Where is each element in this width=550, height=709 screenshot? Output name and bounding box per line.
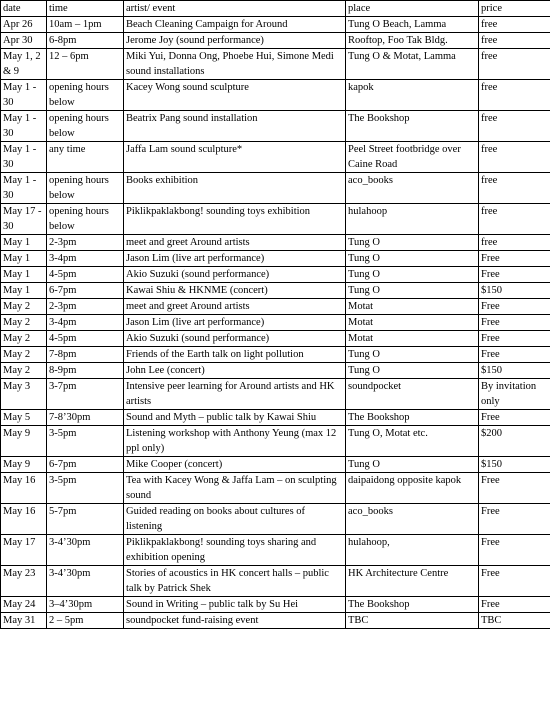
column-header-time: time xyxy=(47,1,124,17)
place-cell: Tung O xyxy=(346,363,479,379)
artist-event-cell: soundpocket fund-raising event xyxy=(124,613,346,629)
time-cell: 12 – 6pm xyxy=(47,49,124,80)
artist-event-cell: Jason Lim (live art performance) xyxy=(124,315,346,331)
price-cell: Free xyxy=(479,597,550,613)
table-row xyxy=(1,315,550,331)
table-row xyxy=(1,473,550,504)
place-cell: TBC xyxy=(346,613,479,629)
table-row xyxy=(1,331,550,347)
price-cell: free xyxy=(479,111,550,142)
price-cell: Free xyxy=(479,331,550,347)
date-cell: May 1 xyxy=(1,251,47,267)
date-cell: May 24 xyxy=(1,597,47,613)
price-cell: free xyxy=(479,33,550,49)
date-cell: May 1, 2 & 9 xyxy=(1,49,47,80)
date-cell: May 2 xyxy=(1,363,47,379)
time-cell: 4-5pm xyxy=(47,267,124,283)
place-cell: aco_books xyxy=(346,504,479,535)
price-cell: Free xyxy=(479,299,550,315)
artist-event-cell: Beatrix Pang sound installation xyxy=(124,111,346,142)
table-row xyxy=(1,204,550,235)
time-cell: 2-3pm xyxy=(47,235,124,251)
table-row xyxy=(1,504,550,535)
place-cell: The Bookshop xyxy=(346,111,479,142)
artist-event-cell: Sound and Myth – public talk by Kawai Shiu xyxy=(124,410,346,426)
table-row xyxy=(1,173,550,204)
place-cell: kapok xyxy=(346,80,479,111)
time-cell: 3-4’30pm xyxy=(47,535,124,566)
time-cell: 3–4’30pm xyxy=(47,597,124,613)
date-cell: May 17 xyxy=(1,535,47,566)
date-cell: May 9 xyxy=(1,426,47,457)
time-cell: 2 – 5pm xyxy=(47,613,124,629)
table-row xyxy=(1,363,550,379)
column-header-price: price xyxy=(479,1,550,17)
price-cell: Free xyxy=(479,251,550,267)
date-cell: May 2 xyxy=(1,331,47,347)
artist-event-cell: Tea with Kacey Wong & Jaffa Lam – on sculpting sound xyxy=(124,473,346,504)
date-cell: May 5 xyxy=(1,410,47,426)
time-cell: any time xyxy=(47,142,124,173)
place-cell: The Bookshop xyxy=(346,410,479,426)
price-cell: Free xyxy=(479,473,550,504)
price-cell: Free xyxy=(479,315,550,331)
date-cell: May 16 xyxy=(1,504,47,535)
table-row xyxy=(1,597,550,613)
price-cell: Free xyxy=(479,267,550,283)
place-cell: HK Architecture Centre xyxy=(346,566,479,597)
price-cell: free xyxy=(479,204,550,235)
price-cell: free xyxy=(479,235,550,251)
table-row xyxy=(1,80,550,111)
price-cell: $150 xyxy=(479,363,550,379)
date-cell: May 1 - 30 xyxy=(1,111,47,142)
artist-event-cell: Mike Cooper (concert) xyxy=(124,457,346,473)
time-cell: 6-8pm xyxy=(47,33,124,49)
price-cell: free xyxy=(479,17,550,33)
artist-event-cell: Piklikpaklakbong! sounding toys exhibition xyxy=(124,204,346,235)
place-cell: Motat xyxy=(346,331,479,347)
time-cell: 3-5pm xyxy=(47,473,124,504)
time-cell: 3-7pm xyxy=(47,379,124,410)
time-cell: 10am – 1pm xyxy=(47,17,124,33)
artist-event-cell: Sound in Writing – public talk by Su Hei xyxy=(124,597,346,613)
price-cell: free xyxy=(479,142,550,173)
table-row xyxy=(1,410,550,426)
price-cell: TBC xyxy=(479,613,550,629)
time-cell: 6-7pm xyxy=(47,283,124,299)
time-cell: 8-9pm xyxy=(47,363,124,379)
artist-event-cell: Piklikpaklakbong! sounding toys sharing and exhibition opening xyxy=(124,535,346,566)
table-row xyxy=(1,299,550,315)
time-cell: opening hours below xyxy=(47,204,124,235)
column-header-date: date xyxy=(1,1,47,17)
date-cell: May 9 xyxy=(1,457,47,473)
table-row xyxy=(1,49,550,80)
price-cell: Free xyxy=(479,535,550,566)
date-cell: May 1 xyxy=(1,267,47,283)
time-cell: 4-5pm xyxy=(47,331,124,347)
table-row xyxy=(1,426,550,457)
artist-event-cell: Intensive peer learning for Around artists and HK artists xyxy=(124,379,346,410)
price-cell: Free xyxy=(479,504,550,535)
artist-event-cell: Beach Cleaning Campaign for Around xyxy=(124,17,346,33)
price-cell: $150 xyxy=(479,283,550,299)
place-cell: Tung O, Motat etc. xyxy=(346,426,479,457)
place-cell: Rooftop, Foo Tak Bldg. xyxy=(346,33,479,49)
header-row xyxy=(1,1,550,17)
time-cell: 2-3pm xyxy=(47,299,124,315)
place-cell: daipaidong opposite kapok xyxy=(346,473,479,504)
artist-event-cell: meet and greet Around artists xyxy=(124,235,346,251)
artist-event-cell: Kawai Shiu & HKNME (concert) xyxy=(124,283,346,299)
place-cell: Tung O xyxy=(346,267,479,283)
place-cell: Peel Street footbridge over Caine Road xyxy=(346,142,479,173)
table-row xyxy=(1,251,550,267)
artist-event-cell: Listening workshop with Anthony Yeung (max 12 ppl only) xyxy=(124,426,346,457)
place-cell: hulahoop xyxy=(346,204,479,235)
place-cell: Tung O & Motat, Lamma xyxy=(346,49,479,80)
price-cell: $200 xyxy=(479,426,550,457)
artist-event-cell: John Lee (concert) xyxy=(124,363,346,379)
place-cell: Tung O xyxy=(346,251,479,267)
date-cell: May 23 xyxy=(1,566,47,597)
table-row xyxy=(1,142,550,173)
artist-event-cell: Stories of acoustics in HK concert halls – public talk by Patrick Shek xyxy=(124,566,346,597)
artist-event-cell: Jerome Joy (sound performance) xyxy=(124,33,346,49)
table-row xyxy=(1,613,550,629)
date-cell: May 2 xyxy=(1,299,47,315)
artist-event-cell: Akio Suzuki (sound performance) xyxy=(124,267,346,283)
table-row xyxy=(1,347,550,363)
column-header-artist-event: artist/ event xyxy=(124,1,346,17)
date-cell: May 1 - 30 xyxy=(1,173,47,204)
time-cell: 5-7pm xyxy=(47,504,124,535)
time-cell: 3-4’30pm xyxy=(47,566,124,597)
date-cell: Apr 26 xyxy=(1,17,47,33)
time-cell: 7-8’30pm xyxy=(47,410,124,426)
place-cell: Tung O xyxy=(346,347,479,363)
date-cell: May 2 xyxy=(1,315,47,331)
price-cell: Free xyxy=(479,410,550,426)
date-cell: May 2 xyxy=(1,347,47,363)
place-cell: The Bookshop xyxy=(346,597,479,613)
place-cell: Tung O xyxy=(346,235,479,251)
table-row xyxy=(1,457,550,473)
table-row xyxy=(1,17,550,33)
place-cell: aco_books xyxy=(346,173,479,204)
date-cell: May 3 xyxy=(1,379,47,410)
artist-event-cell: Guided reading on books about cultures of listening xyxy=(124,504,346,535)
artist-event-cell: Jaffa Lam sound sculpture* xyxy=(124,142,346,173)
table-row xyxy=(1,111,550,142)
column-header-place: place xyxy=(346,1,479,17)
date-cell: May 17 - 30 xyxy=(1,204,47,235)
table-row xyxy=(1,33,550,49)
table-row xyxy=(1,379,550,410)
time-cell: 6-7pm xyxy=(47,457,124,473)
artist-event-cell: meet and greet Around artists xyxy=(124,299,346,315)
date-cell: May 31 xyxy=(1,613,47,629)
time-cell: opening hours below xyxy=(47,173,124,204)
date-cell: May 1 xyxy=(1,283,47,299)
artist-event-cell: Jason Lim (live art performance) xyxy=(124,251,346,267)
table-body xyxy=(1,17,550,629)
price-cell: free xyxy=(479,80,550,111)
date-cell: May 1 - 30 xyxy=(1,142,47,173)
price-cell: Free xyxy=(479,566,550,597)
table-row xyxy=(1,235,550,251)
time-cell: 3-4pm xyxy=(47,251,124,267)
place-cell: Tung O xyxy=(346,457,479,473)
table-row xyxy=(1,535,550,566)
price-cell: $150 xyxy=(479,457,550,473)
date-cell: May 1 xyxy=(1,235,47,251)
place-cell: Tung O Beach, Lamma xyxy=(346,17,479,33)
artist-event-cell: Kacey Wong sound sculpture xyxy=(124,80,346,111)
place-cell: Motat xyxy=(346,315,479,331)
artist-event-cell: Akio Suzuki (sound performance) xyxy=(124,331,346,347)
time-cell: 3-5pm xyxy=(47,426,124,457)
table-row xyxy=(1,566,550,597)
time-cell: 7-8pm xyxy=(47,347,124,363)
date-cell: May 1 - 30 xyxy=(1,80,47,111)
place-cell: Motat xyxy=(346,299,479,315)
artist-event-cell: Miki Yui, Donna Ong, Phoebe Hui, Simone Medi sound installations xyxy=(124,49,346,80)
place-cell: soundpocket xyxy=(346,379,479,410)
time-cell: opening hours below xyxy=(47,80,124,111)
place-cell: hulahoop, xyxy=(346,535,479,566)
time-cell: 3-4pm xyxy=(47,315,124,331)
table-row xyxy=(1,267,550,283)
price-cell: By invitation only xyxy=(479,379,550,410)
date-cell: Apr 30 xyxy=(1,33,47,49)
artist-event-cell: Books exhibition xyxy=(124,173,346,204)
artist-event-cell: Friends of the Earth talk on light pollution xyxy=(124,347,346,363)
time-cell: opening hours below xyxy=(47,111,124,142)
price-cell: Free xyxy=(479,347,550,363)
date-cell: May 16 xyxy=(1,473,47,504)
place-cell: Tung O xyxy=(346,283,479,299)
table-header xyxy=(1,1,550,17)
price-cell: free xyxy=(479,173,550,204)
table-row xyxy=(1,283,550,299)
price-cell: free xyxy=(479,49,550,80)
